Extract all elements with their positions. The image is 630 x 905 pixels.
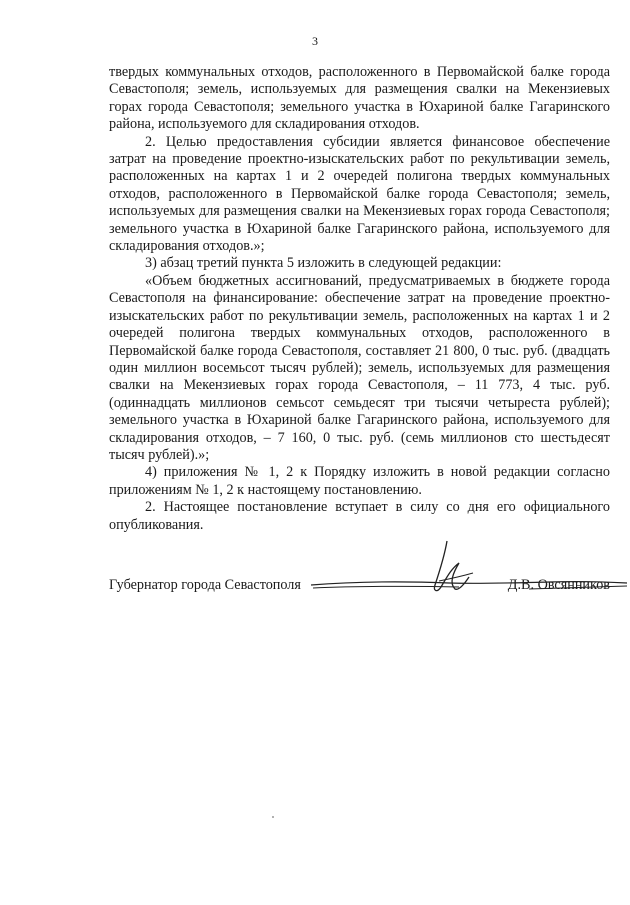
document-body: [109, 64, 610, 534]
paragraph-amendment-3: 3) абзац третий пункта 5 изложить в следующей редакции:: [145, 255, 502, 272]
signature-block: [109, 573, 610, 613]
handwritten-signature: [309, 533, 629, 603]
page-number: 3: [312, 34, 318, 48]
paragraph-budget-volume: «Объем бюджетных ассигнований, предусматриваемых в бюджете города Севастополя на финансирование: обеспечение затрат на проведение проектно-изыскательских работ по рекультивации земель, расположенных на картах 1 и 2 очередей полигона твердых коммунальных отходов, расположенного в Первомайской балке города Севастополя, составляет 21 800, 0 тыс. руб. (двадцать один миллион восемьсот тысяч рублей); земель, используемых для размещения свалки на Мекензиевых горах города Севастополя, – 11 773, 4 тыс. руб. (одиннадцать миллионов семьсот семьдесят три тысячи четыреста рублей); земельного участка в Юхариной балке Гагаринского района, используемого для складирования отходов, – 7 160, 0 тыс. руб. (семь миллионов сто шестьдесят тысяч рублей).»;: [109, 272, 610, 463]
paragraph-amendment-4: 4) приложения № 1, 2 к Порядку изложить в новой редакции согласно приложениям № 1, 2 к настоящему постановлению.: [109, 464, 610, 498]
signatory-title: Губернатор города Севастополя: [109, 577, 301, 593]
paragraph-subsidy-purpose: 2. Целью предоставления субсидии является финансовое обеспечение затрат на проведение проектно-изыскательских работ по рекультивации земель, расположенных на картах 1 и 2 очередей полигона твердых коммунальных отходов, расположенного в Первомайской балке города Севастополя; земель, используемых для размещения свалки на Мекензиевых горах города Севастополя; земельного участка в Юхариной балке Гагаринского района, используемого для складирования отходов.»;: [109, 133, 610, 255]
paragraph-entry-into-force: 2. Настоящее постановление вступает в силу со дня его официального опубликования.: [109, 499, 610, 533]
scan-speck: [272, 816, 274, 818]
paragraph-continuation: твердых коммунальных отходов, расположенного в Первомайской балке города Севастополя; земель, используемых для размещения свалки на Мекензиевых горах города Севастополя; земельного участка в Юхариной балке Гагаринского района, используемого для складирования отходов.: [109, 64, 610, 133]
signatory-name: Д.В. Овсянников: [507, 577, 610, 593]
